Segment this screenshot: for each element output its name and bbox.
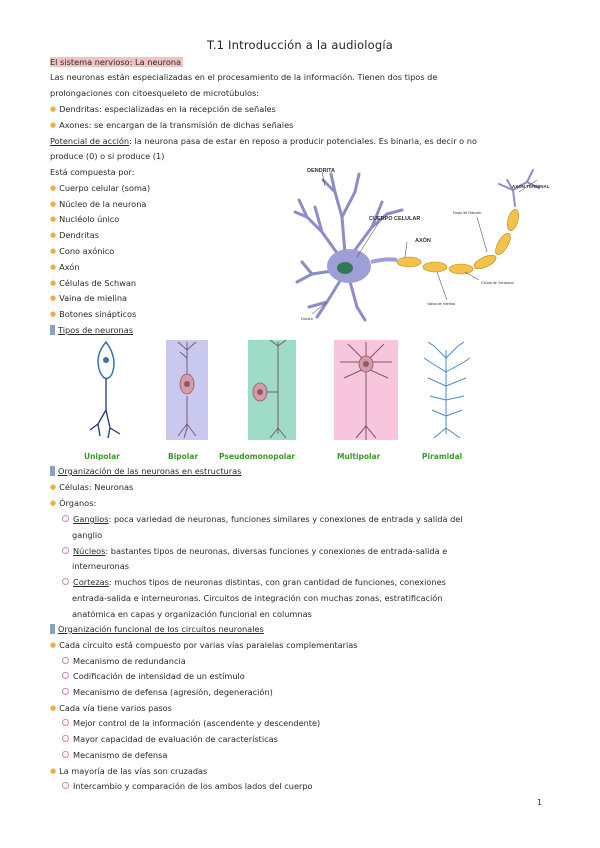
list-item: ● Nucléolo único <box>50 214 120 224</box>
sub-list-item: Ganglios: poca variedad de neuronas, funciones similares y conexiones de entrada y salida del <box>62 514 463 525</box>
list-item: ● Axones: se encargan de la transmisión de dichas señales <box>50 120 294 130</box>
bullet-icon: ● <box>50 231 57 239</box>
bullet-icon: ● <box>50 483 57 491</box>
list-item: ● La mayoría de las vías son cruzadas <box>50 766 208 776</box>
piramidal-neuron-drawing <box>424 342 470 438</box>
bullet-icon: ● <box>50 767 57 775</box>
list-item: ● Cono axónico <box>50 246 115 256</box>
neuron-diagram <box>287 162 557 324</box>
label-pseudomonopolar: Pseudomonopolar <box>219 452 296 461</box>
sub-list-item: Mecanismo de defensa (agresión, degeneración) <box>62 687 273 698</box>
bullet-icon: ● <box>50 279 57 287</box>
page-number: 1 <box>536 798 542 807</box>
label-multipolar: Multipolar <box>337 452 381 461</box>
bullet-icon: ● <box>50 200 57 208</box>
label-piramidal: Piramidal <box>422 452 463 461</box>
list-item: ● Cuerpo celular (soma) <box>50 183 151 193</box>
circle-bullet-icon <box>62 782 69 789</box>
paragraph-line: Potencial de acción: la neurona pasa de estar en reposo a producir potenciales. Es binaria, es decir o no <box>50 136 477 146</box>
label-bipolar: Bipolar <box>168 452 199 461</box>
paragraph-line: prolongaciones con citoesqueleto de microtúbulos: <box>50 88 259 98</box>
list-item: ● Células de Schwan <box>50 278 137 288</box>
section-heading-tipos: Tipos de neuronas <box>50 325 133 336</box>
sub-list-continuation: entrada-salida e interneuronas. Circuitos de integración con muchas zonas, estratificación <box>72 593 443 603</box>
list-item: ● Axón <box>50 262 80 272</box>
sub-list-continuation: ganglio <box>72 530 103 540</box>
circle-bullet-icon <box>62 735 69 742</box>
sub-list-item: Núcleos: bastantes tipos de neuronas, diversas funciones y conexiones de entrada-salida e <box>62 546 447 557</box>
circle-bullet-icon <box>62 578 69 585</box>
circle-bullet-icon <box>62 515 69 522</box>
circle-bullet-icon <box>62 751 69 758</box>
sub-list-item: Mayor capacidad de evaluación de características <box>62 734 278 745</box>
label-cuerpo-celular: CUERPO CELULAR <box>369 216 421 222</box>
list-item: ● Cada circuito está compuesto por varias vías paralelas complementarias <box>50 640 358 650</box>
sub-list-item: Codificación de intensidad de un estímulo <box>62 671 245 682</box>
bullet-icon: ● <box>50 105 57 113</box>
section-heading-organizacion: Organización de las neuronas en estructuras <box>50 466 241 477</box>
bullet-icon: ● <box>50 641 57 649</box>
sub-list-continuation: interneuronas <box>72 561 130 571</box>
sub-list-item: Cortezas: muchos tipos de neuronas distintas, con gran cantidad de funciones, conexiones <box>62 577 446 588</box>
bullet-icon: ● <box>50 294 57 302</box>
list-item: ● Dendritas <box>50 230 99 240</box>
section-bar <box>50 624 55 634</box>
bullet-icon: ● <box>50 121 57 129</box>
neuron-types-figure <box>78 338 478 468</box>
circle-bullet-icon <box>62 657 69 664</box>
circle-bullet-icon <box>62 719 69 726</box>
list-item: ● Vaina de mielina <box>50 293 128 303</box>
nucleus-shape <box>337 262 353 274</box>
list-item: ● Núcleo de la neurona <box>50 199 147 209</box>
list-item: ● Botones sinápticos <box>50 309 137 319</box>
label-nodo-ranvier: Nodo de Ranvier <box>453 211 482 215</box>
sub-list-item: Intercambio y comparación de los ambos lados del cuerpo <box>62 781 313 792</box>
bullet-icon: ● <box>50 263 57 271</box>
page-title: T.1 Introducción a la audiología <box>206 38 394 52</box>
label-axon-terminal: AXÓN TERMINAL <box>512 184 550 189</box>
circle-bullet-icon <box>62 672 69 679</box>
bullet-icon: ● <box>50 215 57 223</box>
list-item: ● Órganos: <box>50 498 97 508</box>
label-celula-schwann: Célula de Schwann <box>481 281 514 285</box>
paragraph-line: Las neuronas están especializadas en el procesamiento de la información. Tienen dos tipos de <box>50 72 438 82</box>
section-heading-neurona: El sistema nervioso: La neurona <box>50 57 182 67</box>
circle-bullet-icon <box>62 547 69 554</box>
sub-list-item: Mecanismo de defensa <box>62 750 167 761</box>
bullet-icon: ● <box>50 310 57 318</box>
paragraph-line: Está compuesta por: <box>50 167 135 177</box>
label-vaina-mielina: Vaina de mielina <box>427 302 455 306</box>
section-bar <box>50 325 55 335</box>
list-item: ● Células: Neuronas <box>50 482 134 492</box>
list-item: ● Cada vía tiene varios pasos <box>50 703 172 713</box>
bullet-icon: ● <box>50 499 57 507</box>
list-item: ● Dendritas: especializadas en la recepción de señales <box>50 104 276 114</box>
paragraph-line: produce (0) o si produce (1) <box>50 151 165 161</box>
section-bar <box>50 466 55 476</box>
sub-list-continuation: anatómica en capas y organización funcional en columnas <box>72 609 312 619</box>
label-axon: AXÓN <box>415 238 431 244</box>
section-heading-circuitos: Organización funcional de los circuitos neuronales <box>50 624 264 635</box>
unipolar-neuron-drawing <box>90 342 120 438</box>
bullet-icon: ● <box>50 704 57 712</box>
sub-list-item: Mecanismo de redundancia <box>62 656 186 667</box>
bullet-icon: ● <box>50 247 57 255</box>
sub-list-item: Mejor control de la información (ascendente y descendente) <box>62 718 320 729</box>
label-dendrita: DENDRITA <box>307 168 336 174</box>
label-nucleo: Núcleo <box>301 317 313 321</box>
bullet-icon: ● <box>50 184 57 192</box>
circle-bullet-icon <box>62 688 69 695</box>
label-unipolar: Unipolar <box>84 452 120 461</box>
